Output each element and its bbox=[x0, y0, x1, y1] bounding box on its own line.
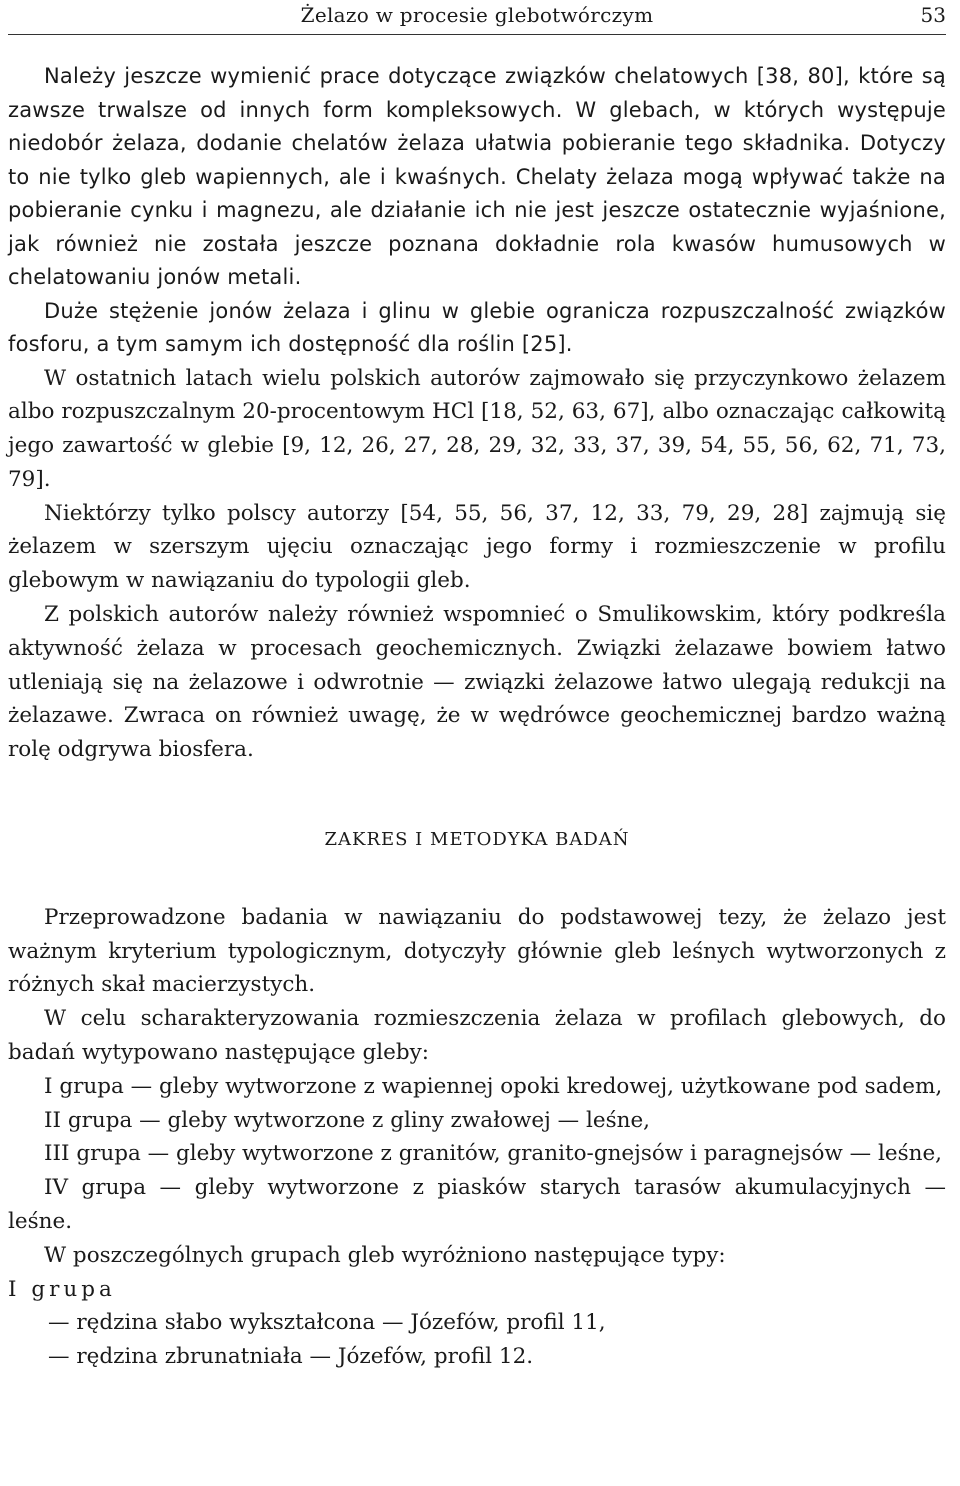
paragraph-thesis: Przeprowadzone badania w nawiązaniu do podstawowej tezy, że żelazo jest ważnym kryterium typologicznym, dotyczyły głównie gleb leśnych wytworzonych z różnych skał macierzystych. bbox=[8, 904, 946, 998]
soil-group-2: II grupa — gleby wytworzone z gliny zwałowej — leśne, bbox=[44, 1107, 651, 1133]
paragraph-chelates: Należy jeszcze wymienić prace dotyczące związków chelatowych [38, 80], które są zawsze trwalsze od innych form kompleksowych. W glebach, w których występuje niedobór żelaza, dodanie chelatów żelaza ułatwia pobieranie tego składnika. Dotyczy to nie tylko gleb wapiennych, ale i kwaśnych. Chelaty żelaza mogą wpływać także na pobieranie cynku i magnezu, ale działanie ich nie jest jeszcze ostatecznie wyjaśnione, jak również nie została jeszcze poznana dokładnie rola kwasów humusowych w chelatowaniu jonów metali. bbox=[8, 64, 946, 289]
paragraph-selection: W celu scharakteryzowania rozmieszczenia żelaza w profilach glebowych, do badań wytypowano następujące gleby: bbox=[8, 1006, 946, 1066]
soil-group-3: III grupa — gleby wytworzone z granitów, granito-gnejsów i paragnejsów — leśne, bbox=[44, 1141, 943, 1167]
type-item: — rędzina słabo wykształcona — Józefów, profil 11, bbox=[48, 1310, 606, 1336]
paragraph-polish-authors: W ostatnich latach wielu polskich autorów zajmowało się przyczynkowo żelazem albo rozpuszczalnym 20-procentowym HCl [18, 52, 63, 67], albo oznaczając całkowitą jego zawartość w glebie [9, 12, 26, 27, 28, 29, 32, 33, 37, 39, 54, 55, 56, 62, 71, 73, 79]. bbox=[8, 365, 946, 492]
running-title: Żelazo w procesie glebotwórczym bbox=[300, 3, 654, 27]
running-header bbox=[8, 0, 946, 35]
type-item: — rędzina zbrunatniała — Józefów, profil 12. bbox=[48, 1344, 534, 1370]
group-heading: I grupa bbox=[8, 1276, 116, 1302]
intro-section bbox=[8, 60, 946, 362]
page-number: 53 bbox=[920, 3, 946, 27]
soil-group-1: I grupa — gleby wytworzone z wapiennej opoki kredowej, użytkowane pod sadem, bbox=[44, 1073, 943, 1099]
soil-group-4: IV grupa — gleby wytworzone z piasków starych tarasów akumulacyjnych — leśne. bbox=[8, 1175, 946, 1235]
paragraph-smulikowski: Z polskich autorów należy również wspomnieć o Smulikowskim, który podkreśla aktywność żelaza w procesach geochemicznych. Związki żelazawe bowiem łatwo utleniają się na żelazowe i odwrotnie — związki żelazowe łatwo ulegają redukcji na żelazawe. Zwraca on również uwagę, że w wędrówce geochemicznej bardzo ważną rolę odgrywa biosfera. bbox=[8, 602, 946, 763]
paragraph-typology: Niektórzy tylko polscy autorzy [54, 55, 56, 37, 12, 33, 79, 29, 28] zajmują się żelazem w szerszym ujęciu oznaczając jego formy i rozmieszczenie w profilu glebowym w nawiązaniu do typologii gleb. bbox=[8, 500, 946, 594]
paragraph-phosphorus: Duże stężenie jonów żelaza i glinu w glebie ogranicza rozpuszczalność związków fosforu, a tym samym ich dostępność dla roślin [25]. bbox=[8, 298, 946, 356]
page-body bbox=[8, 60, 946, 1374]
section-heading: ZAKRES I METODYKA BADAŃ bbox=[324, 829, 630, 851]
paragraph-types: W poszczególnych grupach gleb wyróżniono następujące typy: bbox=[44, 1242, 726, 1268]
review-section bbox=[8, 362, 946, 1375]
